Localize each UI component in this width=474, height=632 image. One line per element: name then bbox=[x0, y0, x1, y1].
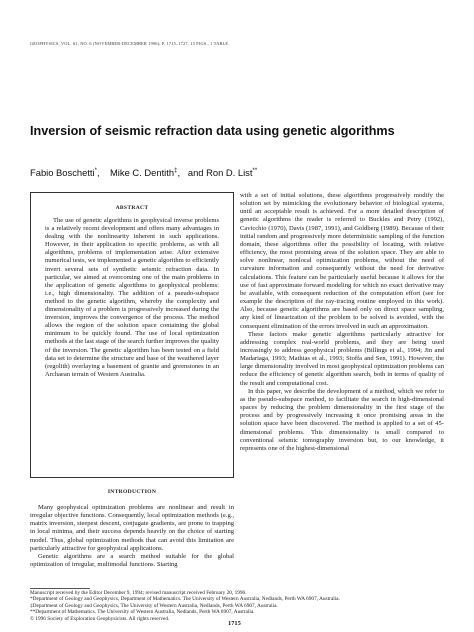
journal-header: GEOPHYSICS, VOL. 61, NO. 6 (NOVEMBER-DECEMBER 1996); P. 1715–1727, 13 FIGS., 1 TABLE. bbox=[30, 41, 230, 46]
body-paragraph: In this paper, we describe the development of a method, which we refer to as the pseudo-subspace method, to facilitate the search in high-dimensional spaces by reducing the problem dimensionality in the first stage of the process and by progressively increasing it once promising areas in the solution space have been discovered. The method is applied to a set of 45-dimensional problems. This dimensionality is small compared to conventional seismic tomography inversion but, to our knowledge, it represents one of the highest-dimensional bbox=[240, 387, 444, 452]
footnote: ‡Department of Geology and Geophysics, The University of Western Australia, Nedlands, Perth WA 6907, Australia. bbox=[30, 602, 278, 609]
author-mark: ** bbox=[252, 167, 258, 174]
author-name: Fabio Boschetti bbox=[30, 167, 95, 178]
body-paragraph: These factors make genetic algorithms particularly attractive for addressing complex real-world problems, and they are being used increasingly to address geophysical problems (Billings et al., 1994; Jin and Madariaga, 1993; Mathias et al., 1993; Stoffa and Sen, 1991). However, the large dimensionality involved in most geophysical optimization problems can reduce the efficiency of genetic algorithm search, both in terms of quality of the result and computational cost. bbox=[240, 330, 444, 387]
author-name: Mike C. Dentith bbox=[110, 167, 175, 178]
footnotes bbox=[30, 590, 450, 622]
footnote: Manuscript received by the Editor December 9, 1994; revised manuscript received February 20, 1996. bbox=[30, 590, 247, 596]
footnote: *Department of Geology and Geophysics, Department of Mathematics. The University of Western Australia, Nedlands, Perth WA 6907, Australia. bbox=[30, 596, 340, 603]
introduction-body bbox=[30, 504, 234, 569]
footnote-rule bbox=[30, 588, 90, 589]
introduction-paragraph: Genetic algorithms are a search method suitable for the global optimization of irregular, multimodal functions. Starting bbox=[30, 552, 234, 569]
introduction-paragraph: Many geophysical optimization problems are nonlinear and result in irregular objective functions. Consequently, local optimization methods (e.g., matrix inversion, steepest descent, conjugate gradients, are prone to trapping in local minima, and their success depends heavily on the choice of starting model. Thus, global optimization methods that can avoid this limitation are particularly attractive for geophysical applications. bbox=[30, 504, 234, 552]
author-list: Fabio Boschetti*, Mike C. Dentith‡, and Ron D. List** bbox=[30, 167, 258, 178]
paper-title: Inversion of seismic refraction data using genetic algorithms bbox=[30, 124, 395, 138]
footnote: **Department of Mathematics. The University of Western Australia, Nedlands, Perth WA 6907, Australia. bbox=[30, 609, 255, 616]
page-number: 1715 bbox=[228, 620, 241, 627]
body-paragraph: with a set of initial solutions, these algorithms progressively modify the solution set by mimicking the evolutionary behavior of biological systems, until an acceptable result is achieved. For a more detailed description of genetic algorithms the reader is referred to Buckles and Petry (1992), Cavicchio (1970), Davis (1987, 1991), and Goldberg (1989). Because of their initial random and progressively more deterministic sampling of the function domain, these algorithms offer the possibility of locating, with relative efficiency, the most promising areas of the solution space. They are able to solve nonlinear, nonlocal optimization problems, without the need of curvature information and consequently without the need for derivative calculations. This feature can be particularly useful because it allows for the use of fast approximate forward modeling for which no exact derivative may be available, with consequent reduction of the computation effort (see for example the description of the ray-tracing routine employed in this work). Also, because genetic algorithms are based only on direct space sampling, any kind of linearization of the problem to be solved is avoided, with the consequent elimination of the errors involved in such an approximation. bbox=[240, 192, 444, 330]
author-mark: ‡ bbox=[174, 167, 178, 174]
abstract-text: The use of genetic algorithms in geophysical inverse problems is a relatively recent development and offers many advantages in dealing with the nonlinearity inherent in such applications. However, in their application to specific problems, as with all algorithms, problems of implementation arise. After extensive numerical tests, we implemented a genetic algorithm to efficiently invert several sets of synthetic seismic refraction data. In particular, we aimed at overcoming one of the main problems in the application of genetic algorithms to geophysical problems: i.e., high dimensionality. The addition of a pseudo-subspace method to the genetic algorithm, whereby the complexity and dimensionality of a problem is progressively increased during the inversion, improves the convergence of the process. The method allows the region of the solution space containing the global minimum to be quickly found. The use of local optimization methods at the last stage of the search further improves the quality of the inversion. The genetic algorithm has been tested on a field data set to determine the structure and base of the weathered layer (regolith) overlaying a basement of granite and greenstones in an Archaean terrain of Western Australia. bbox=[45, 217, 219, 378]
right-column bbox=[240, 192, 444, 453]
author-name: and Ron D. List bbox=[187, 167, 253, 178]
footnote: © 1996 Society of Exploration Geophysicists. All rights reserved. bbox=[30, 615, 170, 622]
abstract-heading: ABSTRACT bbox=[115, 205, 149, 211]
abstract-box bbox=[30, 192, 234, 478]
introduction-heading: INTRODUCTION bbox=[107, 489, 157, 495]
author-mark: * bbox=[94, 167, 97, 174]
